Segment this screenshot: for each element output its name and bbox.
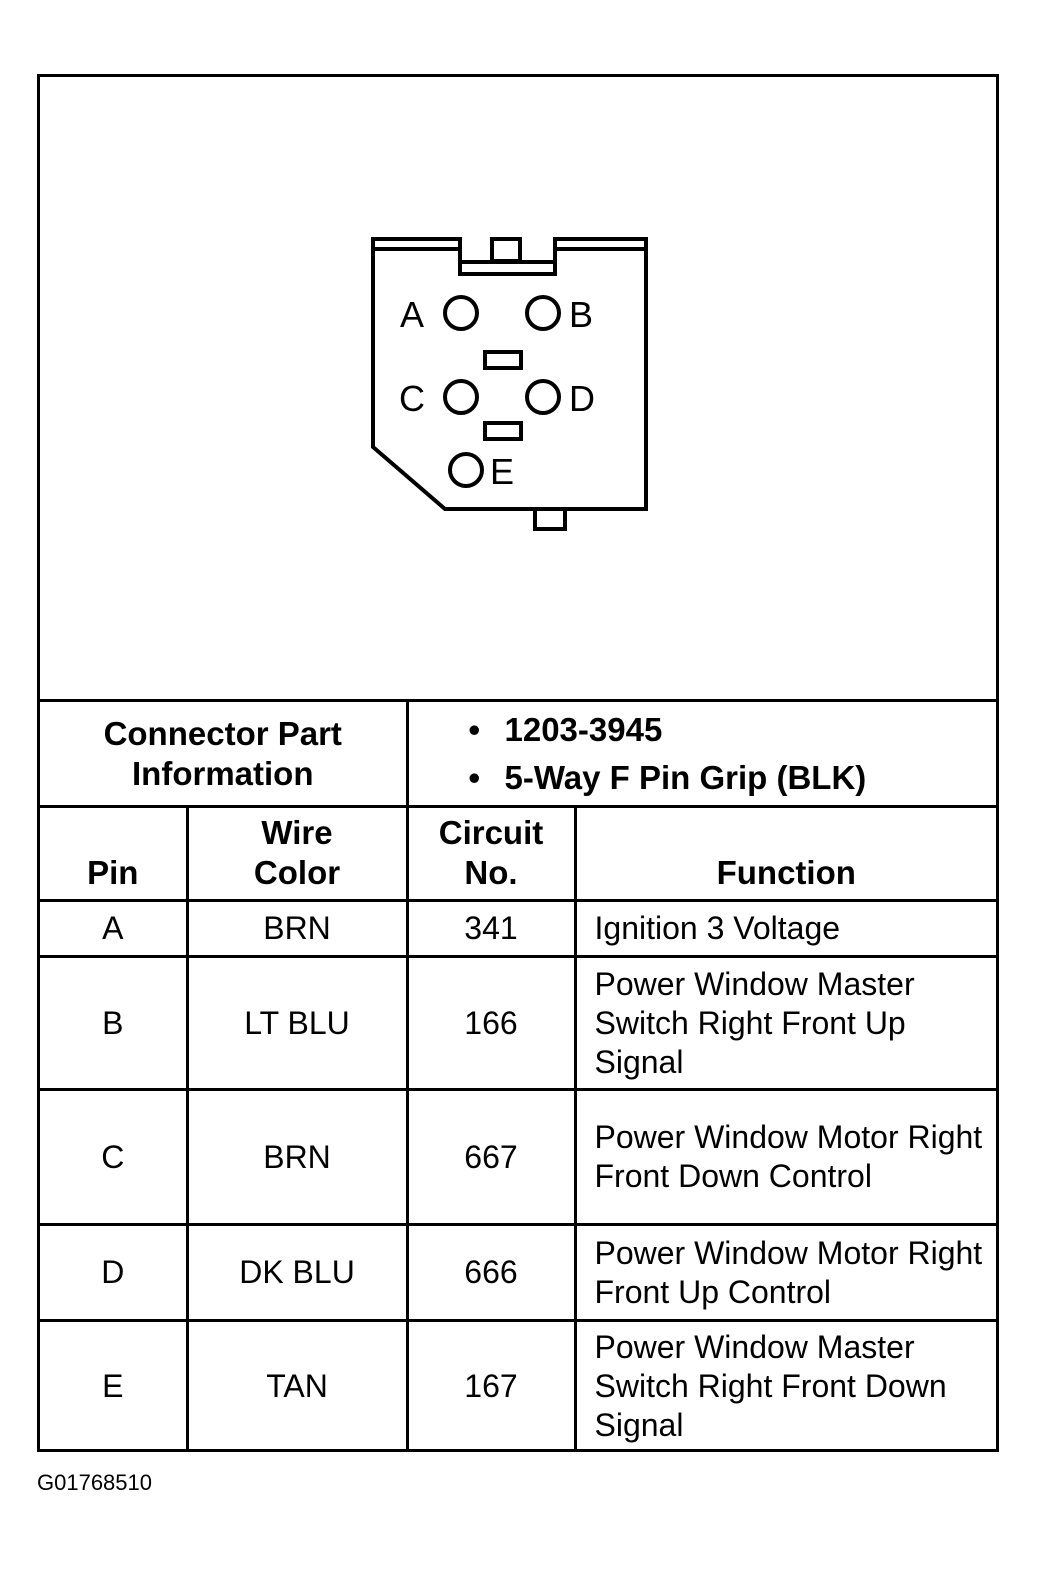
pin-cell: C — [40, 1090, 187, 1225]
part-info-label-line1: Connector Part — [103, 714, 342, 752]
connector-key-slot-lower — [485, 423, 521, 439]
connector-key-slot-upper — [485, 352, 521, 368]
wire-color-cell: BRN — [187, 901, 407, 957]
wire-color-cell: DK BLU — [187, 1225, 407, 1321]
circuit-cell: 666 — [407, 1225, 575, 1321]
pin-label-d: D — [569, 378, 595, 419]
circuit-cell: 167 — [407, 1321, 575, 1451]
function-cell: Power Window Master Switch Right Front Down Signal — [575, 1321, 996, 1451]
table-row — [40, 901, 996, 957]
header-wire-color — [187, 807, 407, 901]
connector-top-tab — [492, 239, 520, 261]
part-info-label — [40, 701, 407, 807]
pin-hole-e — [450, 454, 482, 486]
pin-hole-a — [445, 297, 477, 329]
pin-label-a: A — [400, 294, 425, 335]
connector-face-drawing — [40, 77, 996, 701]
pin-hole-b — [527, 297, 559, 329]
connector-top-rail-right — [555, 239, 646, 249]
connector-pin-table — [40, 699, 996, 1451]
table-row — [40, 1321, 996, 1451]
pin-hole-d — [527, 381, 559, 413]
header-wire-line1: Wire — [261, 814, 333, 851]
pin-cell: B — [40, 957, 187, 1090]
pin-cell: A — [40, 901, 187, 957]
header-circuit-line1: Circuit — [438, 814, 544, 851]
pin-label-b: B — [569, 294, 594, 335]
figure-id-caption: G01768510 — [37, 1470, 152, 1495]
pin-cell: E — [40, 1321, 187, 1451]
connector-frame — [37, 74, 999, 1452]
wire-color-cell: LT BLU — [187, 957, 407, 1090]
table-row — [40, 957, 996, 1090]
function-cell: Power Window Motor Right Front Down Control — [575, 1090, 996, 1225]
part-info-row — [40, 701, 996, 807]
part-description: • 5-Way F Pin Grip (BLK) — [469, 754, 997, 802]
header-circuit-no — [407, 807, 575, 901]
connector-diagram — [40, 77, 996, 701]
pin-label-e: E — [490, 451, 515, 492]
pin-hole-c — [445, 381, 477, 413]
header-row — [40, 807, 996, 901]
header-wire-line2: Color — [253, 854, 341, 891]
part-info-label-line2: Information — [132, 754, 314, 792]
connector-inner-plate — [460, 262, 555, 274]
circuit-cell: 166 — [407, 957, 575, 1090]
function-cell: Power Window Motor Right Front Up Control — [575, 1225, 996, 1321]
wire-color-cell: TAN — [187, 1321, 407, 1451]
pin-cell: D — [40, 1225, 187, 1321]
part-info-values — [407, 701, 996, 807]
wire-color-cell: BRN — [187, 1090, 407, 1225]
header-circuit-line2: No. — [464, 854, 518, 891]
circuit-cell: 341 — [407, 901, 575, 957]
table-row — [40, 1225, 996, 1321]
header-function-label: Function — [716, 854, 856, 891]
pin-label-c: C — [399, 378, 425, 419]
connector-top-rail-left — [373, 239, 460, 249]
connector-bottom-tab — [535, 509, 565, 529]
table-row — [40, 1090, 996, 1225]
part-number: • 1203-3945 — [469, 706, 997, 754]
header-function — [575, 807, 996, 901]
function-cell: Ignition 3 Voltage — [575, 901, 996, 957]
header-pin — [40, 807, 187, 901]
circuit-cell: 667 — [407, 1090, 575, 1225]
header-pin-label: Pin — [87, 854, 139, 891]
function-cell: Power Window Master Switch Right Front Up Signal — [575, 957, 996, 1090]
